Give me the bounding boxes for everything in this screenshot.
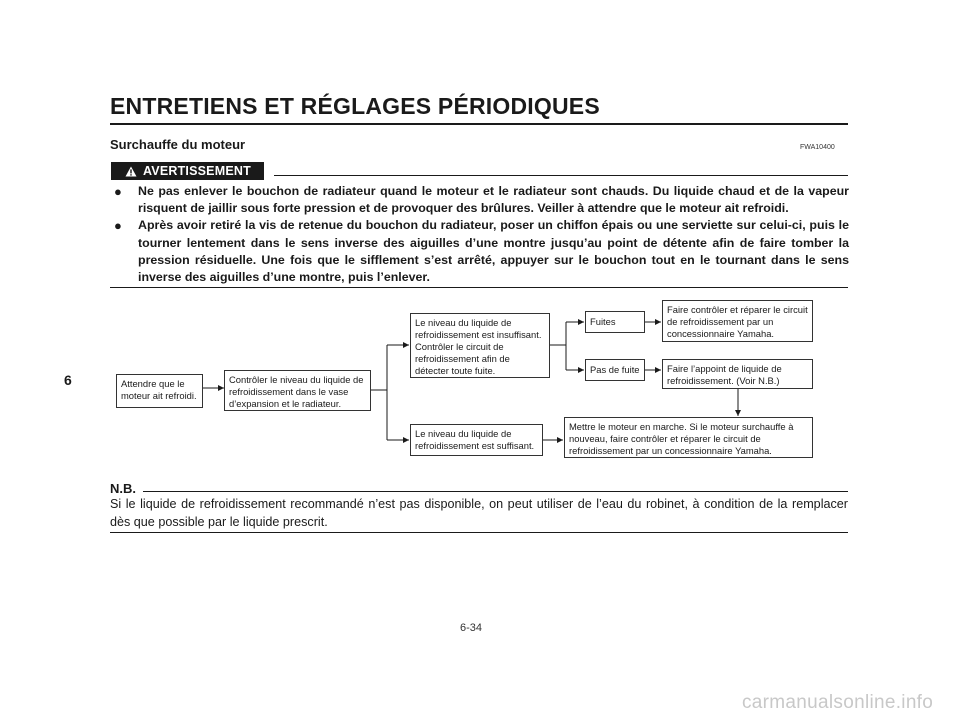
page-number: 6-34 (460, 622, 483, 634)
flow-box-repair: Faire contrôler et réparer le circuit de refroidissement par un concessionnaire Yamaha. (662, 300, 813, 342)
section-code: FWA10400 (800, 144, 835, 151)
bullet-icon: ● (114, 218, 122, 234)
flow-box-top-up: Faire l’appoint de liquide de refroidissement. (Voir N.B.) (662, 359, 813, 389)
note-title: N.B. (110, 481, 136, 496)
flow-box-wait: Attendre que le moteur ait refroidi. (116, 374, 203, 408)
page-title: ENTRETIENS ET RÉGLAGES PÉRIODIQUES (110, 93, 600, 119)
note-bottom-rule (110, 532, 848, 533)
chapter-number: 6 (64, 372, 72, 388)
note-rule (143, 491, 848, 492)
warning-item: ● Après avoir retiré la vis de retenue du bouchon du radiateur, poser un chiffon épais ou une serviette sur celui-ci, puis le tourner lentement dans le sens inverse des aiguilles d’une montre jusqu’au point de détente afin de faire tomber la pression résiduelle. Une fois que le sifflement s’est arrêté, appuyer sur le bouchon tout en le tournant dans le sens inverse des aiguilles d’une montre, puis l’enlever. (114, 218, 849, 285)
watermark: carmanualsonline.info (742, 692, 934, 713)
flow-box-level-low: Le niveau du liquide de refroidissement est insuffisant. Contrôler le circuit de refroidissement afin de détecter toute fuite. (410, 313, 550, 378)
flow-box-restart: Mettre le moteur en marche. Si le moteur surchauffe à nouveau, faire contrôler et réparer le circuit de refroidissement par un concessionnaire Yamaha. (564, 417, 813, 458)
flow-box-leaks: Fuites (585, 311, 645, 333)
note-text: Si le liquide de refroidissement recommandé n’est pas disponible, on peut utiliser de l’eau du robinet, à condition de la remplacer dès que possible par le liquide prescrit. (110, 497, 848, 529)
bullet-icon: ● (114, 184, 122, 199)
flow-box-no-leak: Pas de fuite (585, 359, 645, 381)
warning-item: ● Ne pas enlever le bouchon de radiateur quand le moteur et le radiateur sont chauds. Du liquide chaud et de la vapeur risquent de jaillir sous forte pression et de provoquer des brûlures. Veiller à attendre que le moteur ait refroidi. (114, 184, 849, 216)
section-title: Surchauffe du moteur (110, 137, 246, 152)
flow-box-check-level: Contrôler le niveau du liquide de refroidissement dans le vase d’expansion et le radiateur. (224, 370, 371, 411)
warning-label: AVERTISSEMENT (143, 164, 251, 178)
flow-box-level-ok: Le niveau du liquide de refroidissement est suffisant. (410, 424, 543, 456)
